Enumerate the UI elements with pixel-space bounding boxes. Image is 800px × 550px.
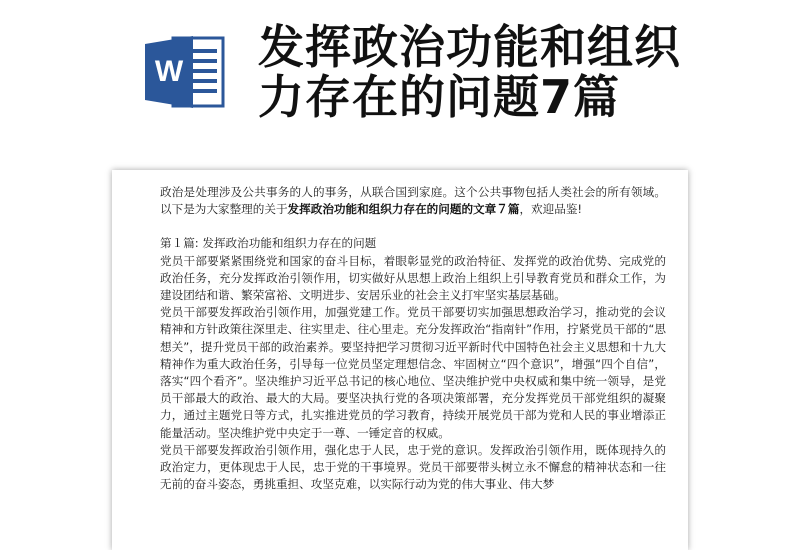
header xyxy=(0,0,800,160)
section-title: 第１篇: 发挥政治功能和组织力存在的问题 xyxy=(160,236,377,251)
body-paragraph: 党员干部要紧紧围绕党和国家的奋斗目标，着眼彰显党的政治特征、发挥党的政治优势、完成党的政治任务，充分发挥政治引领作用，切实做好从思想上政治上组织上引导教育党员和群众工作，为建设团结和谐、繁荣富裕、文明进步、安居乐业的社会主义打牢坚实基层基础。 xyxy=(160,253,666,303)
intro-closing: ，欢迎品鉴! xyxy=(519,202,583,217)
word-icon-letter: W xyxy=(154,55,184,88)
document-page xyxy=(112,170,688,550)
intro-text: 政治是处理涉及公共事务的人的事务，从联合国到家庭。这个公共事物包括人类社会的所有领域。以下是为大家整理的关于 xyxy=(160,185,666,217)
intro-paragraph xyxy=(160,184,666,218)
title-line-1: 发挥政治功能和组织 xyxy=(258,20,681,74)
page-title xyxy=(258,22,778,122)
word-document-icon xyxy=(143,32,227,112)
body-paragraph: 党员干部要发挥政治引领作用，强化忠于人民，忠于党的意识。发挥政治引领作用，既体现持久的政治定力，更体现忠于人民，忠于党的干事境界。党员干部要带头树立永不懈怠的精神状态和一往无前的奋斗姿态，勇挑重担、攻坚克难，以实际行动为党的伟大事业、伟大梦 xyxy=(160,442,666,492)
intro-bold-title: 发挥政治功能和组织力存在的问题的文章７篇 xyxy=(287,202,520,217)
title-line-2: 力存在的问题7篇 xyxy=(258,70,621,124)
body-paragraph: 党员干部要发挥政治引领作用，加强党建工作。党员干部要切实加强思想政治学习，推动党的会议精神和方针政策往深里走、往实里走、往心里走。充分发挥政治“指南针”作用，拧紧党员干部的“思想关”，提升党员干部的政治素养。要坚持把学习贯彻习近平新时代中国特色社会主义思想和十九大精神作为重大政治任务，引导每一位党员坚定理想信念、牢固树立“四个意识”，增强“四个自信”，落实“四个看齐”。坚决维护习近平总书记的核心地位、坚决维护党中央权威和集中统一领导，是党员干部最大的政治、最大的大局。要坚决执行党的各项决策部署，充分发挥党员干部党组织的凝聚力，通过主题党日等方式，扎实推进党员的学习教育，持续开展党员干部为党和人民的事业增添正能量活动。坚决维护党中央定于一尊、一锤定音的权威。 xyxy=(160,305,666,440)
